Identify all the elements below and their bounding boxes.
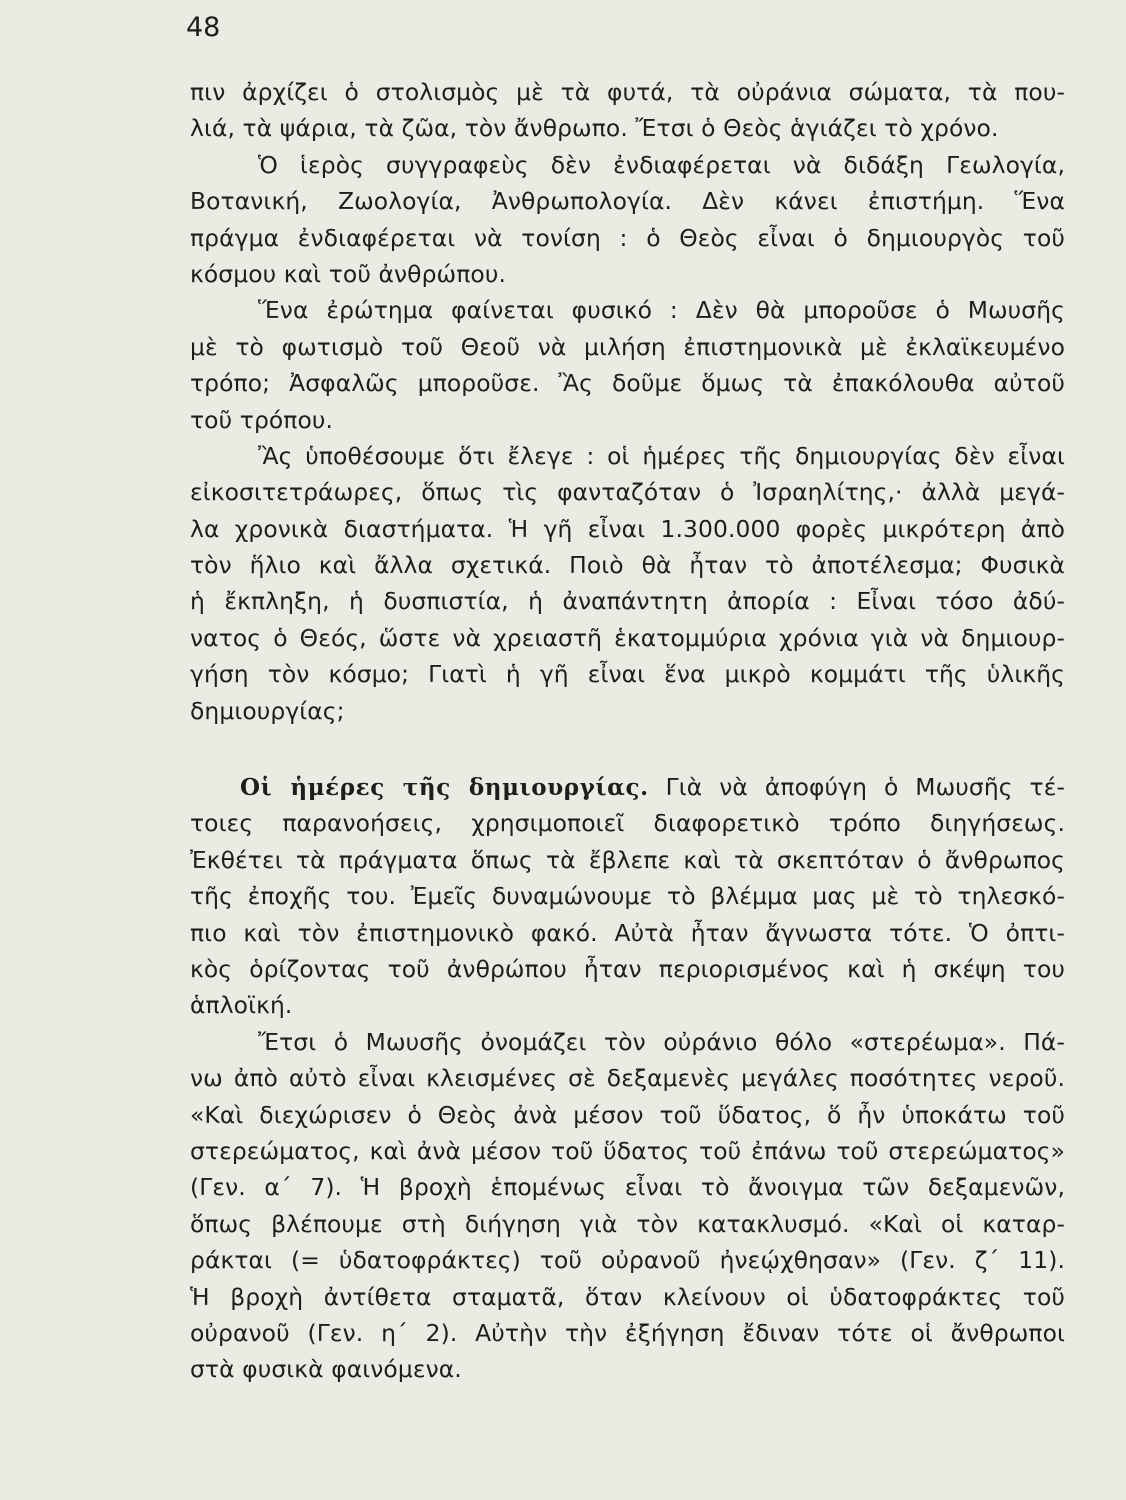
text-line: στερεώματος, καὶ ἀνὰ μέσον τοῦ ὕδατος τοῦ ἐπάνω τοῦ στερεώματος» [190,1136,1065,1165]
text-line: τὸν ἥλιο καὶ ἄλλα σχετικά. Ποιὸ θὰ ἦταν τὸ ἀποτέλεσμα; Φυσικὰ [190,551,1065,580]
body-text [190,74,1065,1388]
text-line: Ἂς ὑποθέσουμε ὅτι ἔλεγε : οἱ ἡμέρες τῆς δημιουργίας δὲν εἶναι [258,441,1065,470]
text-line: πράγμα ἐνδιαφέρεται νὰ τονίση : ὁ Θεὸς εἶναι ὁ δημιουργὸς τοῦ [190,223,1065,252]
text-line: στὰ φυσικὰ φαινόμενα. [190,1355,462,1384]
text-line: πιν ἀρχίζει ὁ στολισμὸς μὲ τὰ φυτά, τὰ οὐράνια σώματα, τὰ που- [190,78,1065,106]
text-line: τρόπο; Ἀσφαλῶς μποροῦσε. Ἂς δοῦμε ὅμως τὰ ἐπακόλουθα αὐτοῦ [190,369,1065,398]
text-line: νατος ὁ Θεός, ὥστε νὰ χρειαστῆ ἑκατομμύρια χρόνια γιὰ νὰ δημιουρ- [190,623,1065,652]
text-line: Βοτανική, Ζωολογία, Ἀνθρωπολογία. Δὲν κάνει ἐπιστήμη. Ἕνα [190,187,1065,216]
text-line: πιο καὶ τὸν ἐπιστημονικὸ φακό. Αὐτὰ ἦταν ἄγνωστα τότε. Ὁ ὀπτι- [190,918,1065,947]
text-line: Γιὰ νὰ ἀποφύγη ὁ Μωυσῆς τέ- [665,773,1065,802]
page-number: 48 [186,12,221,43]
text-line: ἁπλοϊκή. [190,991,293,1020]
text-line: ὅπως βλέπουμε στὴ διήγηση γιὰ τὸν κατακλυσμό. «Καὶ οἱ καταρ- [190,1209,1065,1238]
text-line: ἡ ἔκπληξη, ἡ δυσπιστία, ἡ ἀναπάντητη ἀπορία : Εἶναι τόσο ἀδύ- [190,587,1065,616]
section-heading-line [190,769,1065,805]
text-line: «Καὶ διεχώρισεν ὁ Θεὸς ἀνὰ μέσον τοῦ ὕδατος, ὅ ἦν ὑποκάτω τοῦ [190,1100,1065,1129]
text-line: τοιες παρανοήσεις, χρησιμοποιεῖ διαφορετικὸ τρόπο διηγήσεως. [190,809,1065,838]
text-line: οὐρανοῦ (Γεν. η´ 2). Αὐτὴν τὴν ἐξήγηση ἔδιναν τότε οἱ ἄνθρωποι [190,1318,1065,1347]
text-line: τοῦ τρόπου. [190,405,334,434]
text-line: εἰκοσιτετράωρες, ὅπως τὶς φανταζόταν ὁ Ἰσραηλίτης,· ἀλλὰ μεγά- [190,478,1065,507]
text-line: κὸς ὁρίζοντας τοῦ ἀνθρώπου ἦταν περιορισμένος καὶ ἡ σκέψη του [190,954,1065,983]
text-line: λα χρονικὰ διαστήματα. Ἡ γῆ εἶναι 1.300.000 φορὲς μικρότερη ἀπὸ [190,514,1065,543]
section-gap [190,729,1065,769]
text-line: Ἡ βροχὴ ἀντίθετα σταματᾶ, ὅταν κλείνουν οἱ ὑδατοφράκτες τοῦ [190,1282,1065,1311]
text-line: τῆς ἐποχῆς του. Ἐμεῖς δυναμώνουμε τὸ βλέμμα μας μὲ τὸ τηλεσκό- [190,882,1065,911]
text-line: γήση τὸν κόσμο; Γιατὶ ἡ γῆ εἶναι ἕνα μικρὸ κομμάτι τῆς ὑλικῆς [190,660,1065,689]
text-line: Ὁ ἱερὸς συγγραφεὺς δὲν ἐνδιαφέρεται νὰ διδάξη Γεωλογία, [258,150,1065,179]
text-line: νω ἀπὸ αὐτὸ εἶναι κλεισμένες σὲ δεξαμενὲς μεγάλες ποσότητες νεροῦ. [190,1064,1065,1093]
text-line: μὲ τὸ φωτισμὸ τοῦ Θεοῦ νὰ μιλήση ἐπιστημονικὰ μὲ ἐκλαϊκευμένο [190,332,1065,361]
text-line: (Γεν. α´ 7). Ἡ βροχὴ ἑπομένως εἶναι τὸ ἄνοιγμα τῶν δεξαμενῶν, [190,1173,1065,1202]
text-line: λιά, τὰ ψάρια, τὰ ζῶα, τὸν ἄνθρωπο. Ἔτσι ὁ Θεὸς ἁγιάζει τὸ χρόνο. [190,114,999,143]
text-line: Ἔτσι ὁ Μωυσῆς ὀνομάζει τὸν οὐράνιο θόλο «στερέωμα». Πά- [258,1027,1065,1056]
text-line: Ἐκθέτει τὰ πράγματα ὅπως τὰ ἔβλεπε καὶ τὰ σκεπτόταν ὁ ἄνθρωπος [190,845,1065,874]
text-line: ράκται (= ὑδατοφράκτες) τοῦ οὐρανοῦ ἠνεῴχθησαν» (Γεν. ζ´ 11). [190,1246,1065,1275]
text-line: κόσμου καὶ τοῦ ἀνθρώπου. [190,259,506,288]
text-line: δημιουργίας; [190,696,345,725]
section-heading: Οἱ ἡμέρες τῆς δημιουργίας. [240,774,649,802]
text-line: Ἕνα ἐρώτημα φαίνεται φυσικό : Δὲν θὰ μποροῦσε ὁ Μωυσῆς [258,296,1065,325]
